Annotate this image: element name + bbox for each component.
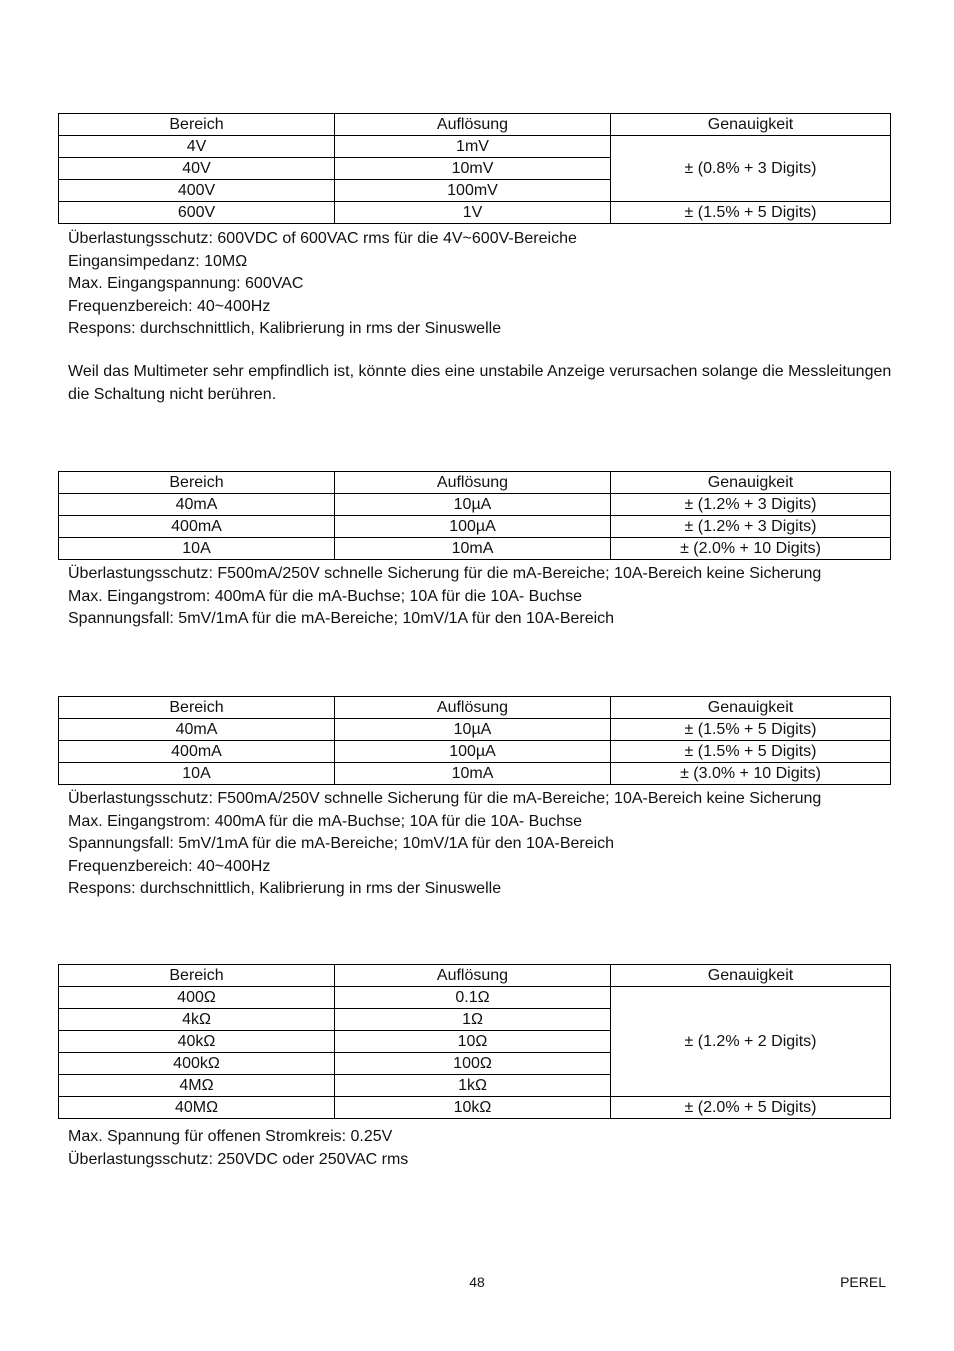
- table-header-row: [59, 472, 891, 494]
- note-line: Überlastungsschutz: 600VDC of 600VAC rms für die 4V~600V-Bereiche: [68, 230, 577, 247]
- sensitivity-paragraph: Weil das Multimeter sehr empfindlich ist, könnte dies eine unstabile Anzeige verursachen solange die Messleitungen die Schaltung nicht berühren.: [68, 363, 892, 403]
- resolution-cell: 10µA: [335, 494, 611, 516]
- resolution-cell: 10mA: [335, 763, 611, 785]
- resolution-cell: 0.1Ω: [335, 987, 611, 1009]
- accuracy-cell: ± (2.0% + 10 Digits): [611, 538, 891, 560]
- header-resolution: Auflösung: [335, 697, 611, 719]
- table-row: [59, 763, 891, 785]
- table-row: [59, 1097, 891, 1119]
- note-line: Spannungsfall: 5mV/1mA für die mA-Bereiche; 10mV/1A für den 10A-Bereich: [68, 610, 615, 627]
- range-cell: 40mA: [59, 494, 335, 516]
- range-cell: 400mA: [59, 741, 335, 763]
- resistance-notes: [68, 1126, 898, 1171]
- range-cell: 10A: [59, 763, 335, 785]
- accuracy-cell: ± (2.0% + 5 Digits): [611, 1097, 891, 1119]
- dc-current-notes: [68, 563, 898, 631]
- header-accuracy: Genauigkeit: [611, 114, 891, 136]
- resolution-cell: 1V: [335, 202, 611, 224]
- range-cell: 400Ω: [59, 987, 335, 1009]
- accuracy-cell: ± (1.5% + 5 Digits): [611, 719, 891, 741]
- accuracy-cell: ± (0.8% + 3 Digits): [611, 136, 891, 202]
- resolution-cell: 10mV: [335, 158, 611, 180]
- accuracy-cell: ± (3.0% + 10 Digits): [611, 763, 891, 785]
- table-row: [59, 538, 891, 560]
- header-resolution: Auflösung: [335, 114, 611, 136]
- range-cell: 40kΩ: [59, 1031, 335, 1053]
- table-row: [59, 719, 891, 741]
- table-header-row: [59, 965, 891, 987]
- resolution-cell: 100µA: [335, 741, 611, 763]
- resolution-cell: 10kΩ: [335, 1097, 611, 1119]
- accuracy-cell: ± (1.2% + 3 Digits): [611, 516, 891, 538]
- range-cell: 600V: [59, 202, 335, 224]
- resolution-cell: 1Ω: [335, 1009, 611, 1031]
- header-range: Bereich: [59, 472, 335, 494]
- resolution-cell: 10µA: [335, 719, 611, 741]
- resolution-cell: 10Ω: [335, 1031, 611, 1053]
- resistance-spec-table: [58, 964, 891, 1119]
- ac-current-spec-table: [58, 696, 891, 785]
- table-row: [59, 516, 891, 538]
- note-line: Max. Spannung für offenen Stromkreis: 0.25V: [68, 1128, 393, 1145]
- range-cell: 4MΩ: [59, 1075, 335, 1097]
- header-accuracy: Genauigkeit: [611, 965, 891, 987]
- header-accuracy: Genauigkeit: [611, 697, 891, 719]
- note-line: Eingansimpedanz: 10MΩ: [68, 252, 248, 270]
- accuracy-cell: ± (1.5% + 5 Digits): [611, 202, 891, 224]
- range-cell: 4kΩ: [59, 1009, 335, 1031]
- ac-current-notes: [68, 788, 898, 901]
- resolution-cell: 100µA: [335, 516, 611, 538]
- header-range: Bereich: [59, 697, 335, 719]
- dc-current-spec-table: [58, 471, 891, 560]
- page-number: 48: [469, 1274, 485, 1290]
- table-row: [59, 987, 891, 1009]
- header-resolution: Auflösung: [335, 472, 611, 494]
- accuracy-cell: ± (1.2% + 2 Digits): [611, 987, 891, 1097]
- range-cell: 10A: [59, 538, 335, 560]
- range-cell: 400mA: [59, 516, 335, 538]
- note-line: Respons: durchschnittlich, Kalibrierung in rms der Sinuswelle: [68, 320, 502, 337]
- note-line: Frequenzbereich: 40~400Hz: [68, 297, 271, 315]
- accuracy-cell: ± (1.5% + 5 Digits): [611, 741, 891, 763]
- header-resolution: Auflösung: [335, 965, 611, 987]
- resolution-cell: 100Ω: [335, 1053, 611, 1075]
- note-line: Max. Eingangstrom: 400mA für die mA-Buchse; 10A für die 10A- Buchse: [68, 587, 583, 605]
- note-line: Frequenzbereich: 40~400Hz: [68, 857, 271, 875]
- range-cell: 40mA: [59, 719, 335, 741]
- resolution-cell: 1mV: [335, 136, 611, 158]
- note-line: Überlastungsschutz: F500mA/250V schnelle Sicherung für die mA-Bereiche; 10A-Bereich keine Sicherung: [68, 565, 822, 582]
- range-cell: 400V: [59, 180, 335, 202]
- note-line: Max. Eingangstrom: 400mA für die mA-Buchse; 10A für die 10A- Buchse: [68, 812, 583, 830]
- note-line: Überlastungsschutz: F500mA/250V schnelle Sicherung für die mA-Bereiche; 10A-Bereich keine Sicherung: [68, 790, 822, 807]
- range-cell: 400kΩ: [59, 1053, 335, 1075]
- resolution-cell: 100mV: [335, 180, 611, 202]
- range-cell: 4V: [59, 136, 335, 158]
- table-row: [59, 741, 891, 763]
- note-line: Überlastungsschutz: 250VDC oder 250VAC rms: [68, 1150, 409, 1168]
- brand-name: PEREL: [840, 1274, 886, 1290]
- table-header-row: [59, 114, 891, 136]
- table-header-row: [59, 697, 891, 719]
- table-row: [59, 136, 891, 158]
- header-accuracy: Genauigkeit: [611, 472, 891, 494]
- note-line: Spannungsfall: 5mV/1mA für die mA-Bereiche; 10mV/1A für den 10A-Bereich: [68, 835, 615, 852]
- resolution-cell: 10mA: [335, 538, 611, 560]
- accuracy-cell: ± (1.2% + 3 Digits): [611, 494, 891, 516]
- range-cell: 40V: [59, 158, 335, 180]
- header-range: Bereich: [59, 114, 335, 136]
- ac-voltage-spec-table: [58, 113, 891, 224]
- ac-voltage-notes: [68, 228, 898, 341]
- table-row: [59, 494, 891, 516]
- resolution-cell: 1kΩ: [335, 1075, 611, 1097]
- note-line: Max. Eingangspannung: 600VAC: [68, 275, 304, 292]
- range-cell: 40MΩ: [59, 1097, 335, 1119]
- header-range: Bereich: [59, 965, 335, 987]
- note-line: Respons: durchschnittlich, Kalibrierung in rms der Sinuswelle: [68, 880, 502, 897]
- table-row: [59, 202, 891, 224]
